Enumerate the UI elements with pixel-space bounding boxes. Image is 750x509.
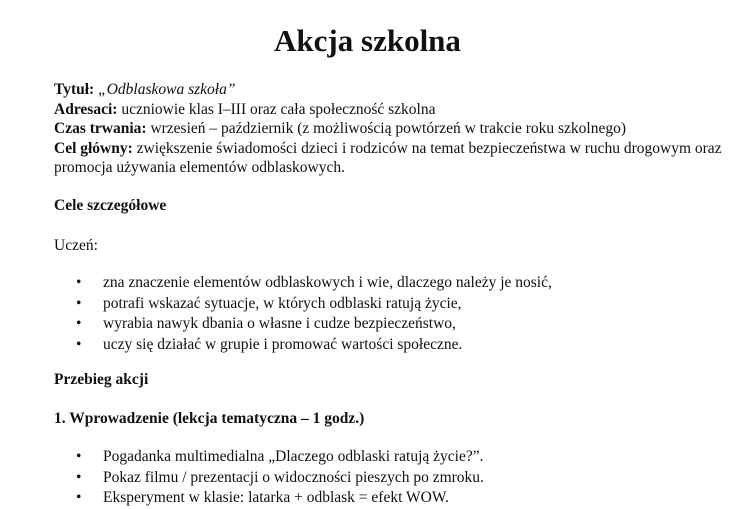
list-item <box>0 294 552 315</box>
meta-row-tytul <box>54 80 724 100</box>
document-title: Akcja szkolna <box>274 23 461 58</box>
list-item-text: potrafi wskazać sytuacje, w których odblaski ratują życie, <box>103 294 462 312</box>
list-item <box>0 335 552 356</box>
list-item <box>0 314 552 335</box>
bullet-icon: • <box>76 294 82 312</box>
document-meta <box>54 80 724 178</box>
list-item <box>0 468 484 489</box>
adresaci-label: Adresaci: <box>54 100 118 118</box>
bullet-icon: • <box>76 448 82 465</box>
bullet-icon: • <box>76 489 82 506</box>
bullet-icon: • <box>76 335 82 353</box>
section1-heading: 1. Wprowadzenie (lekcja tematyczna – 1 godz.) <box>54 410 365 427</box>
cele-heading: Cele szczegółowe <box>54 197 167 214</box>
list-item-text: Pogadanka multimedialna „Dlaczego odblaski ratują życie?”. <box>103 448 484 465</box>
list-item <box>0 447 484 468</box>
list-item-text: Eksperyment w klasie: latarka + odblask = efekt WOW. <box>103 489 449 506</box>
meta-row-czas <box>54 119 724 139</box>
bullet-icon: • <box>76 274 82 291</box>
meta-row-cel <box>54 139 724 178</box>
tytul-label: Tytuł: <box>54 81 95 98</box>
list-item-text: wyrabia nawyk dbania o własne i cudze bezpieczeństwo, <box>103 315 456 332</box>
czas-label: Czas trwania: <box>54 120 147 138</box>
list-item-text: zna znaczenie elementów odblaskowych i wie, dlaczego należy je nosić, <box>103 274 552 291</box>
cel-value: zwiększenie świadomości dzieci i rodziców na temat bezpieczeństwa w ruchu drogowym oraz promocja używania elementów odblaskowych. <box>54 139 722 177</box>
cel-label: Cel główny: <box>54 139 133 157</box>
list-item <box>0 488 484 509</box>
uczen-label: Uczeń: <box>54 237 98 254</box>
list-item <box>0 273 552 294</box>
przebieg-heading: Przebieg akcji <box>54 371 149 388</box>
czas-value: wrzesień – październik (z możliwością powtórzeń w trakcie roku szkolnego) <box>150 120 627 138</box>
cele-list <box>0 273 552 355</box>
bullet-icon: • <box>76 315 82 332</box>
meta-row-adresaci <box>54 100 724 120</box>
list-item-text: uczy się działać w grupie i promować wartości społeczne. <box>103 335 463 353</box>
list-item-text: Pokaz filmu / prezentacji o widoczności pieszych po zmroku. <box>103 468 484 486</box>
section1-list <box>0 447 484 509</box>
bullet-icon: • <box>76 468 82 486</box>
tytul-value: „Odblaskowa szkoła” <box>98 81 236 98</box>
adresaci-value: uczniowie klas I–III oraz cała społeczność szkolna <box>121 100 436 118</box>
